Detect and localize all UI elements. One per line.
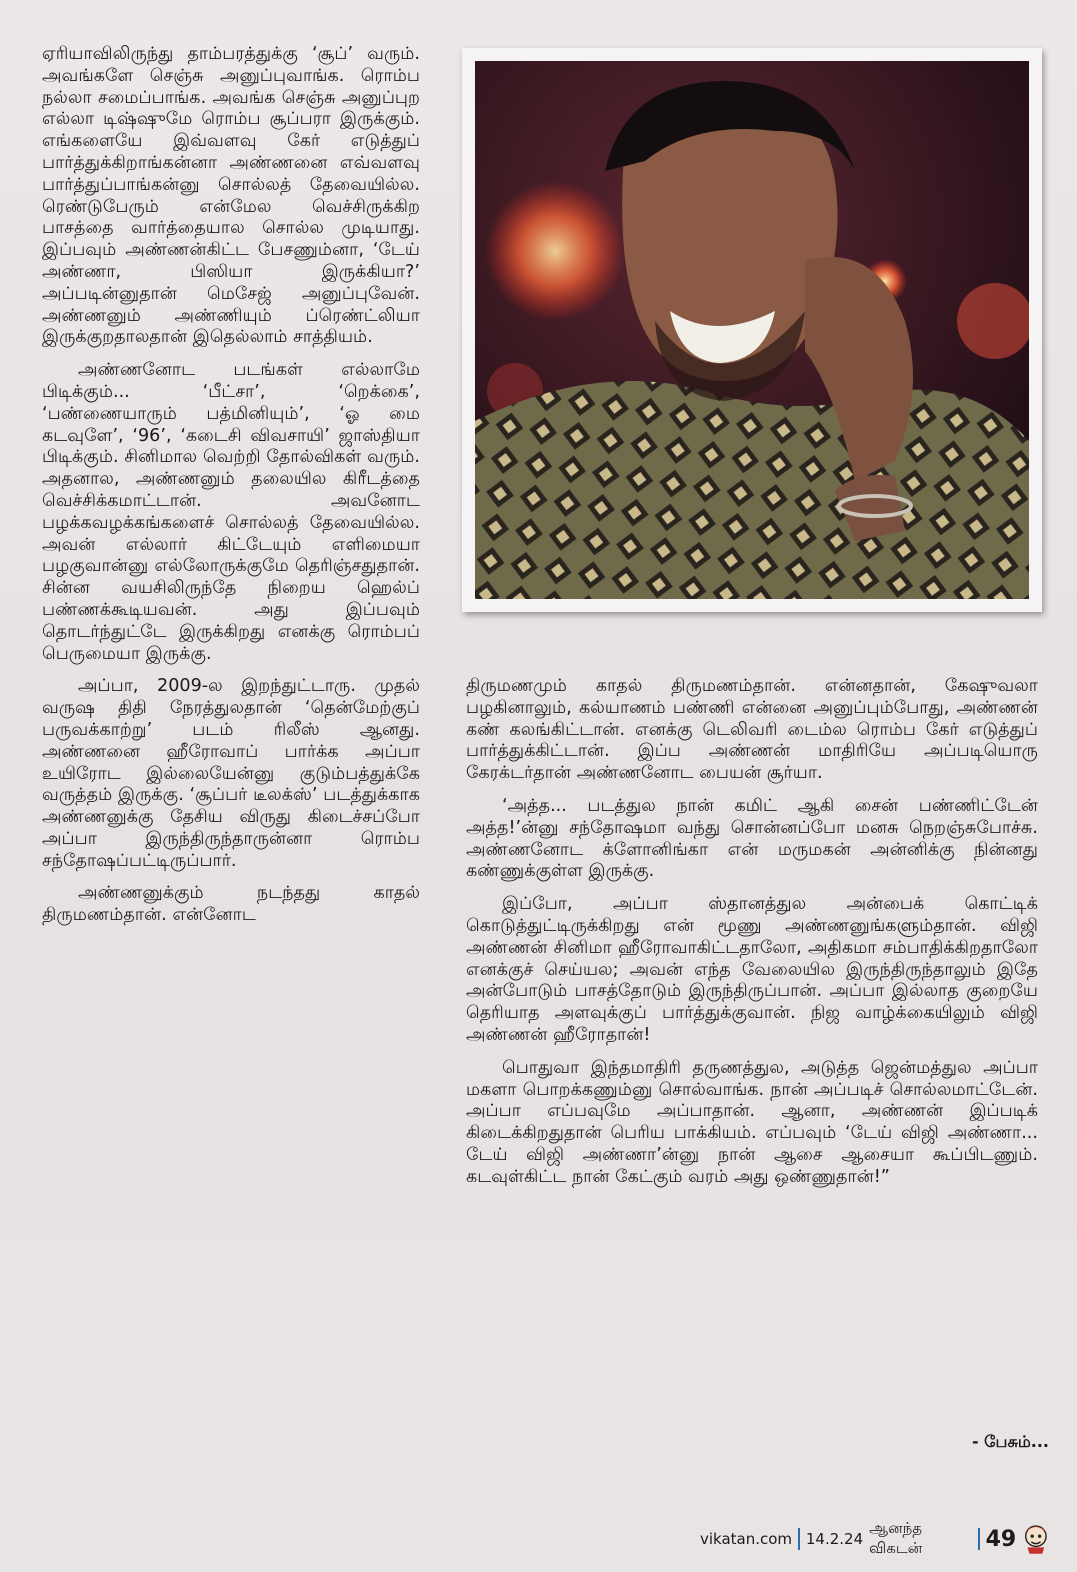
actor-photo-illustration <box>475 61 1029 599</box>
photo-frame <box>462 48 1042 612</box>
paragraph: அப்பா, 2009-ல இறந்துட்டாரு. முதல் வருஷ திதி நேரத்துலதான் ‘தென்மேற்குப் பருவக்காற்று’ படம் ரிலீஸ் ஆனது. அண்ணனை ஹீரோவாப் பார்க்க அப்பா உயிரோட இல்லையேன்னு குடும்பத்துக்கே வருத்தம் இருக்கு. ‘சூப்பர் டீலக்ஸ்’ படத்துக்காக அண்ணனுக்கு தேசிய விருது கிடைச்சப்போ அப்பா இருந்திருந்தாருன்னா ரொம்ப சந்தோஷப்பட்டிருப்பார். <box>42 676 420 871</box>
paragraph: இப்போ, அப்பா ஸ்தானத்துல அன்பைக் கொட்டிக் கொடுத்துட்டிருக்கிறது என் மூணு அண்ணனுங்களும்தான். விஜி அண்ணன் சினிமா ஹீரோவாகிட்டதாலோ, அதிகமா சம்பாதிக்கிறதாலோ எனக்குச் செய்யல; அவன் எந்த வேலையில இருந்திருந்தாலும் இதே அன்போடும் பாசத்தோடும் இருந்திருப்பான். அப்பா இல்லாத குறையே தெரியாத அளவுக்குப் பார்த்துக்குவான். நிஜ வாழ்க்கையிலும் விஜி அண்ணன் ஹீரோதான்! <box>466 894 1038 1045</box>
signoff: - பேசும்... <box>971 1432 1049 1451</box>
actor-photo <box>475 61 1029 599</box>
paragraph: அண்ணனுக்கும் நடந்தது காதல் திருமணம்தான். என்னோட <box>42 883 420 926</box>
issue-date: 14.2.24 <box>805 1530 864 1548</box>
right-column <box>466 676 1038 1200</box>
paragraph: அண்ணனோட படங்கள் எல்லாமே பிடிக்கும்... ‘பீட்சா’, ‘றெக்கை’, ‘பண்ணையாரும் பத்மினியும்’, ‘ஓ மை கடவுளே’, ‘96’, ‘கடைசி விவசாயி’ ஜாஸ்தியா பிடிக்கும். சினிமால வெற்றி தோல்விகள் வரும். அதனால, அண்ணனும் தலையில கிரீடத்தை வெச்சிக்கமாட்டான். அவனோட பழக்கவழக்கங்களைச் சொல்லத் தேவையில்ல. அவன் எல்லார் கிட்டேயும் எளிமையா பழகுவான்னு எல்லோருக்குமே தெரிஞ்சதுதான். சின்ன வயசிலிருந்தே நிறைய ஹெல்ப் பண்ணக்கூடியவன். அது இப்பவும் தொடர்ந்துட்டே இருக்கிறது எனக்கு ரொம்பப் பெருமையா இருக்கு. <box>42 360 420 664</box>
website-link[interactable]: vikatan.com <box>700 1530 793 1548</box>
page-footer <box>700 1519 1050 1557</box>
magazine-name: ஆனந்த விகடன் <box>869 1519 923 1557</box>
mascot-logo-icon <box>1022 1522 1050 1556</box>
footer-divider <box>978 1528 980 1550</box>
paragraph: திருமணமும் காதல் திருமணம்தான். என்னதான், கேஷுவலா பழகினாலும், கல்யாணம் பண்ணி என்னை அனுப்பும்போது, அண்ணன் கண் கலங்கிட்டான். எனக்கு டெலிவரி டைம்ல ரொம்ப கேர் எடுத்துப் பார்த்துக்கிட்டான். இப்ப அண்ணன் மாதிரியே அப்படியொரு கேரக்டர்தான் அண்ணனோட பையன் சூர்யா. <box>466 676 1038 784</box>
paragraph: பொதுவா இந்தமாதிரி தருணத்துல, அடுத்த ஜென்மத்துல அப்பா மகளா பொறக்கணும்னு சொல்வாங்க. நான் அப்படிச் சொல்லமாட்டேன். அப்பா எப்பவுமே அப்பாதான். ஆனா, அண்ணன் இப்படிக் கிடைக்கிறதுதான் பெரிய பாக்கியம். எப்பவும் ‘டேய் விஜி அண்ணா... டேய் விஜி அண்ணா’ன்னு நான் ஆசை ஆசையா கூப்பிடணும். கடவுள்கிட்ட நான் கேட்கும் வரம் அது ஒண்ணுதான்!” <box>466 1057 1038 1187</box>
page-number: 49 <box>985 1526 1017 1552</box>
paragraph: ‘அத்த... படத்துல நான் கமிட் ஆகி சைன் பண்ணிட்டேன் அத்த!’ன்னு சந்தோஷமா வந்து சொன்னப்போ மனசு நெறஞ்சுபோச்சு. அண்ணனோட க்ளோனிங்கா என் மருமகன் அன்னிக்கு நின்னது கண்ணுக்குள்ள இருக்கு. <box>466 795 1038 882</box>
footer-divider <box>798 1528 800 1550</box>
left-column <box>42 44 420 938</box>
paragraph: ஏரியாவிலிருந்து தாம்பரத்துக்கு ‘சூப்’ வரும். அவங்களே செஞ்சு அனுப்புவாங்க. ரொம்ப நல்லா சமைப்பாங்க. அவங்க செஞ்சு அனுப்புற எல்லா டிஷ்ஷுமே ரொம்ப சூப்பரா இருக்கும். எங்களையே இவ்வளவு கேர் எடுத்துப் பார்த்துக்கிறாங்கன்னா அண்ணனை எவ்வளவு பார்த்துப்பாங்கன்னு சொல்லத் தேவையில்ல. ரெண்டுபேரும் என்மேல வெச்சிருக்கிற பாசத்தை வார்த்தையால சொல்ல முடியாது. இப்பவும் அண்ணன்கிட்ட பேசணும்னா, ‘டேய் அண்ணா, பிஸியா இருக்கியா?’ அப்படின்னுதான் மெசேஜ் அனுப்புவேன். அண்ணனும் அண்ணியும் ப்ரெண்ட்லியா இருக்குறதாலதான் இதெல்லாம் சாத்தியம். <box>42 44 420 348</box>
